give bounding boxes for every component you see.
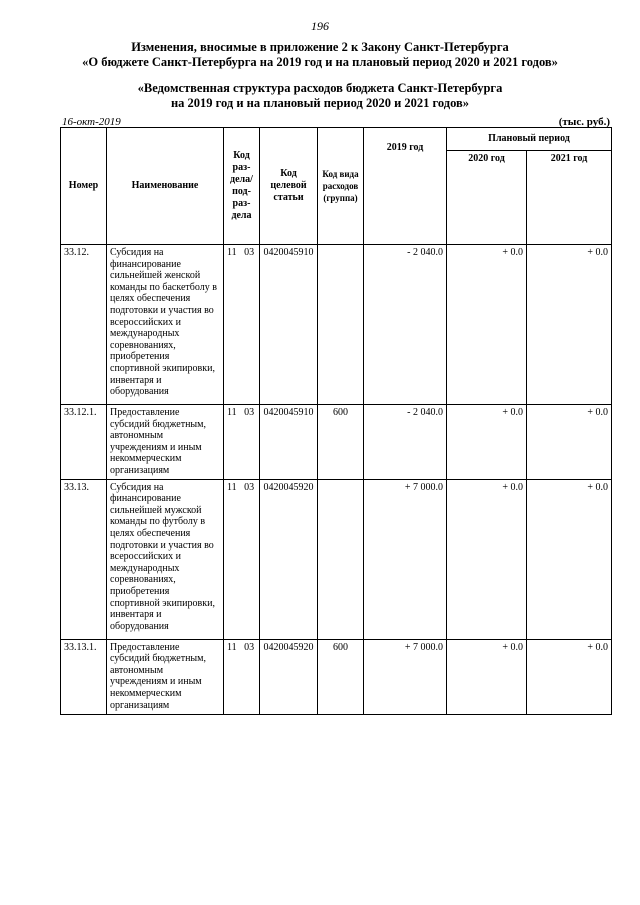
budget-table	[60, 127, 612, 715]
table-row	[61, 639, 612, 714]
row-2021: + 0.0	[527, 479, 612, 639]
table-row	[61, 245, 612, 405]
row-target: 0420045920	[260, 639, 318, 714]
row-section-code: 11	[227, 407, 237, 418]
row-2019: - 2 040.0	[364, 245, 447, 405]
row-number: 33.12.1.	[61, 405, 107, 480]
document-subtitle	[0, 81, 640, 111]
header-name: Наименование	[107, 128, 224, 245]
row-section-code: 11	[227, 641, 237, 653]
row-2020: + 0.0	[447, 479, 527, 639]
row-expense-type: 600	[318, 405, 364, 480]
row-2021: + 0.0	[527, 245, 612, 405]
title-line-1: Изменения, вносимые в приложение 2 к Закону Санкт-Петербурга	[131, 40, 509, 54]
header-2019: 2019 год	[364, 128, 447, 245]
row-expense-type: 600	[318, 639, 364, 714]
header-2020: 2020 год	[447, 151, 527, 245]
table-row	[61, 479, 612, 639]
row-2020: + 0.0	[447, 245, 527, 405]
header-2021: 2021 год	[527, 151, 612, 245]
row-expense-type	[318, 479, 364, 639]
row-number: 33.12.	[61, 245, 107, 405]
row-section	[224, 639, 260, 714]
subtitle-line-1: «Ведомственная структура расходов бюджета Санкт-Петербурга	[137, 81, 503, 95]
row-2020: + 0.0	[447, 639, 527, 714]
subtitle-line-2: на 2019 год и на плановый период 2020 и 2021 годов»	[170, 96, 470, 110]
row-number: 33.13.1.	[61, 639, 107, 714]
header-row	[61, 128, 612, 151]
header-number: Номер	[61, 128, 107, 245]
units-label: (тыс. руб.)	[558, 116, 610, 128]
row-2021: + 0.0	[527, 405, 612, 480]
row-target: 0420045910	[260, 405, 318, 480]
row-name: Субсидия на финансирование сильнейшей женской команды по баскетболу в целях обеспечения подготовки и участия во всероссийских и международных соревнованиях, приобретения спортивной экипировки, инвентаря и оборудования	[107, 245, 224, 405]
row-subsection-code: 03	[244, 247, 255, 258]
page-number: 196	[311, 19, 329, 33]
row-2019: + 7 000.0	[364, 639, 447, 714]
header-target: Код целевой статьи	[260, 128, 318, 245]
row-section	[224, 479, 260, 639]
table-row	[61, 405, 612, 480]
header-expense-type: Код вида расходов (группа)	[318, 128, 364, 245]
row-section	[224, 405, 260, 480]
row-2019: + 7 000.0	[364, 479, 447, 639]
document-title	[0, 40, 640, 70]
row-2020: + 0.0	[447, 405, 527, 480]
row-section	[224, 245, 260, 405]
row-2019: - 2 040.0	[364, 405, 447, 480]
row-number: 33.13.	[61, 479, 107, 639]
row-2021: + 0.0	[527, 639, 612, 714]
row-name: Предоставление субсидий бюджетным, автономным учреждениям и иным некоммерческим организациям	[107, 639, 224, 714]
header-section: Код раз-дела/ под-раз-дела	[224, 128, 260, 245]
row-target: 0420045910	[260, 245, 318, 405]
row-subsection-code: 03	[244, 481, 255, 493]
row-name: Субсидия на финансирование сильнейшей мужской команды по футболу в целях обеспечения подготовки и участия во всероссийских и международных соревнованиях, приобретения спортивной экипировки, инвентаря и оборудования	[107, 479, 224, 639]
row-name: Предоставление субсидий бюджетным, автономным учреждениям и иным некоммерческим организациям	[107, 405, 224, 480]
row-subsection-code: 03	[244, 407, 255, 418]
row-target: 0420045920	[260, 479, 318, 639]
document-date: 16-окт-2019	[62, 116, 121, 128]
row-section-code: 11	[227, 481, 237, 493]
title-line-2: «О бюджете Санкт-Петербурга на 2019 год и на плановый период 2020 и 2021 годов»	[82, 55, 558, 69]
header-planned-period: Плановый период	[447, 128, 612, 151]
row-section-code: 11	[227, 247, 237, 258]
row-subsection-code: 03	[244, 641, 255, 653]
row-expense-type	[318, 245, 364, 405]
